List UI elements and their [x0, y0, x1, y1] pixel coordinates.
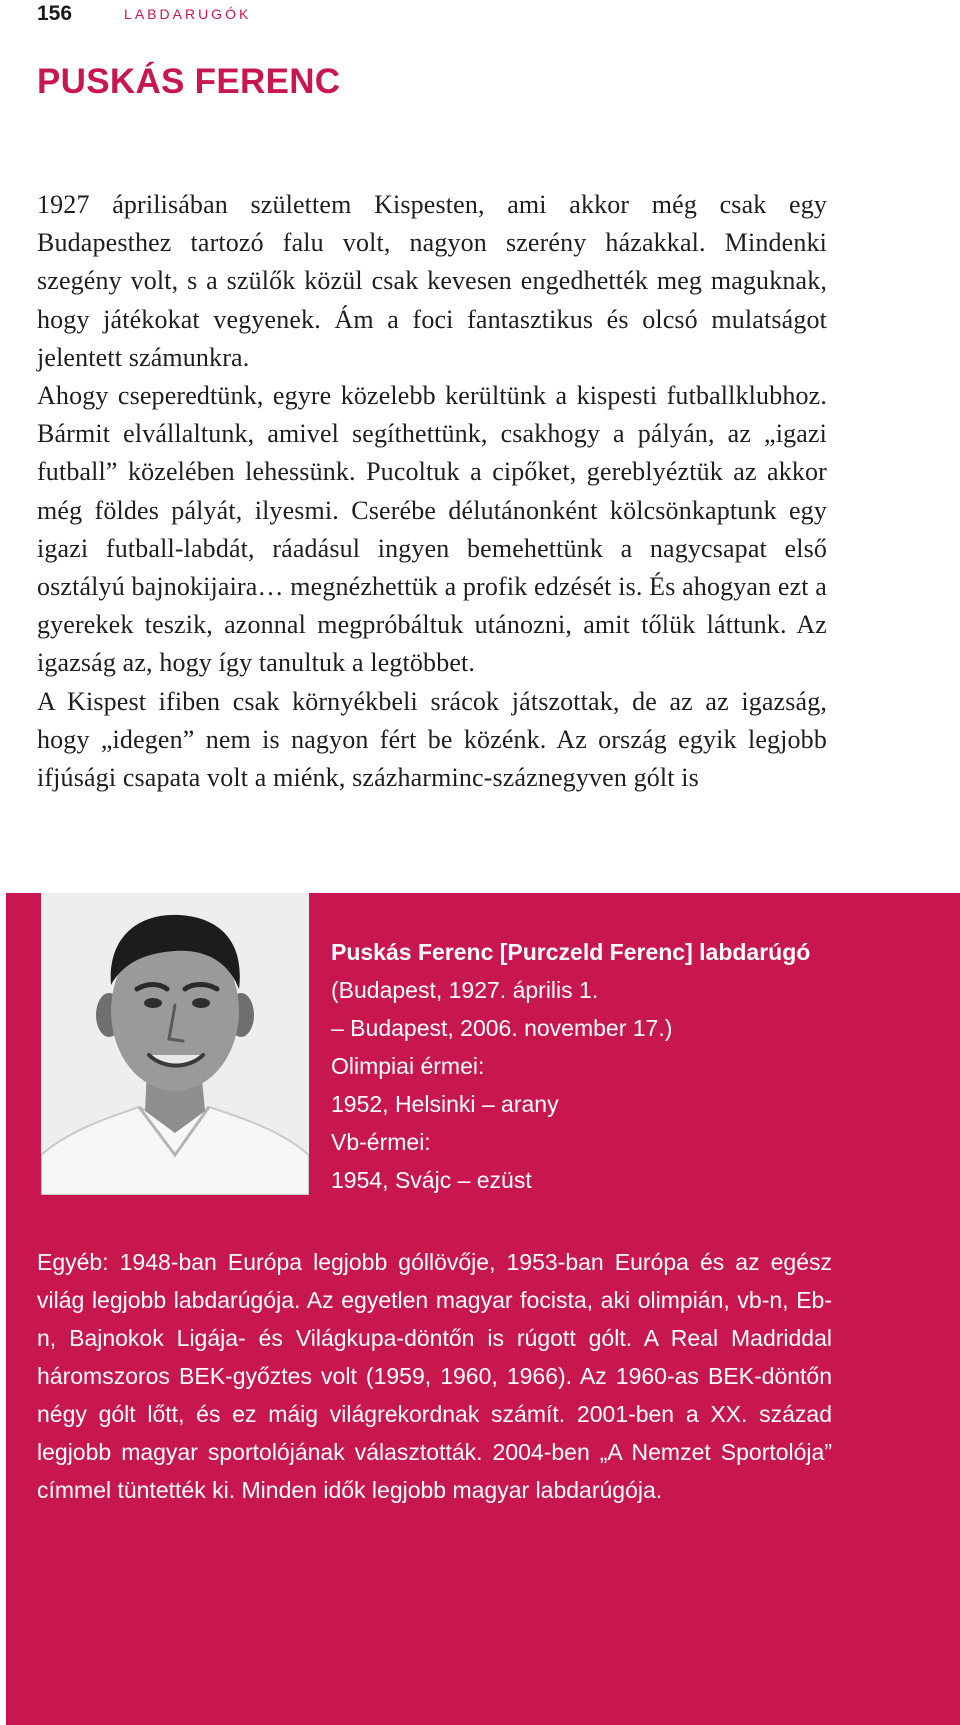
body-text	[37, 186, 827, 797]
chapter-title: PUSKÁS FERENC	[37, 62, 341, 101]
bio-death: – Budapest, 2006. november 17.)	[331, 1015, 673, 1041]
olympic-label: Olimpiai érmei:	[331, 1053, 485, 1079]
bio-birth: (Budapest, 1927. április 1.	[331, 977, 599, 1003]
bio-box	[6, 893, 960, 1725]
player-portrait-photo	[41, 893, 309, 1195]
page-number: 156	[37, 2, 73, 25]
olympic-medal: 1952, Helsinki – arany	[331, 1091, 559, 1117]
bio-other-achievements: Egyéb: 1948-ban Európa legjobb góllövője, 1953-ban Európa és az egész világ legjobb labdarúgója. Az egyetlen magyar focista, aki olimpián, vb-n, Eb-n, Bajnokok Ligája- és Világkupa-döntőn is rúgott gólt. A Real Madriddal háromszoros BEK-győztes volt (1959, 1960, 1966). Az 1960-as BEK-döntőn négy gólt lőtt, és ez máig világrekordnak számít. 2001-ben a XX. század legjobb magyar sportolójának választották. 2004-ben „A Nemzet Sportolója” címmel tüntették ki. Minden idők legjobb magyar labdarúgója.	[37, 1249, 832, 1503]
bio-name: Puskás Ferenc [Purczeld Ferenc] labdarúgó	[331, 939, 811, 965]
body-paragraph: Ahogy cseperedtünk, egyre közelebb kerültünk a kispesti futballklubhoz. Bármit elvállaltunk, amivel segíthettünk, csakhogy a pályán, az „igazi futball” közelében lehessünk. Pucoltuk a cipőket, gereblyéztük az akkor még földes pályát, ilyesmi. Cserébe délutánonként kölcsönkaptunk egy igazi futball-labdát, ráadásul ingyen bemehettünk a nagycsapat első osztályú bajnokijaira… megnézhettük a profik edzését is. És ahogyan ezt a gyerekek teszik, azonnal megpróbáltuk utánozni, amit tőlük láttunk. Az igazság az, hogy így tanultuk a legtöbbet.	[37, 381, 827, 678]
wc-label: Vb-érmei:	[331, 1129, 431, 1155]
body-paragraph: A Kispest ifiben csak környékbeli srácok játszottak, de az az igazság, hogy „idegen” nem is nagyon fért be közénk. Az ország egyik legjobb ifjúsági csapata volt a miénk, százharminc-száznegyven gólt is	[37, 686, 827, 793]
wc-medal: 1954, Svájc – ezüst	[331, 1167, 532, 1193]
section-label: LABDARUGÓK	[124, 6, 252, 22]
running-head	[37, 0, 251, 28]
bio-facts	[331, 933, 931, 1199]
body-paragraph: 1927 áprilisában születtem Kispesten, ami akkor még csak egy Budapesthez tartozó falu volt, nagyon szerény házakkal. Mindenki szegény volt, s a szülők közül csak kevesen engedhették meg maguknak, hogy játékokat vegyenek. Ám a foci fantasztikus és olcsó mulatságot jelentett számunkra.	[37, 190, 827, 372]
